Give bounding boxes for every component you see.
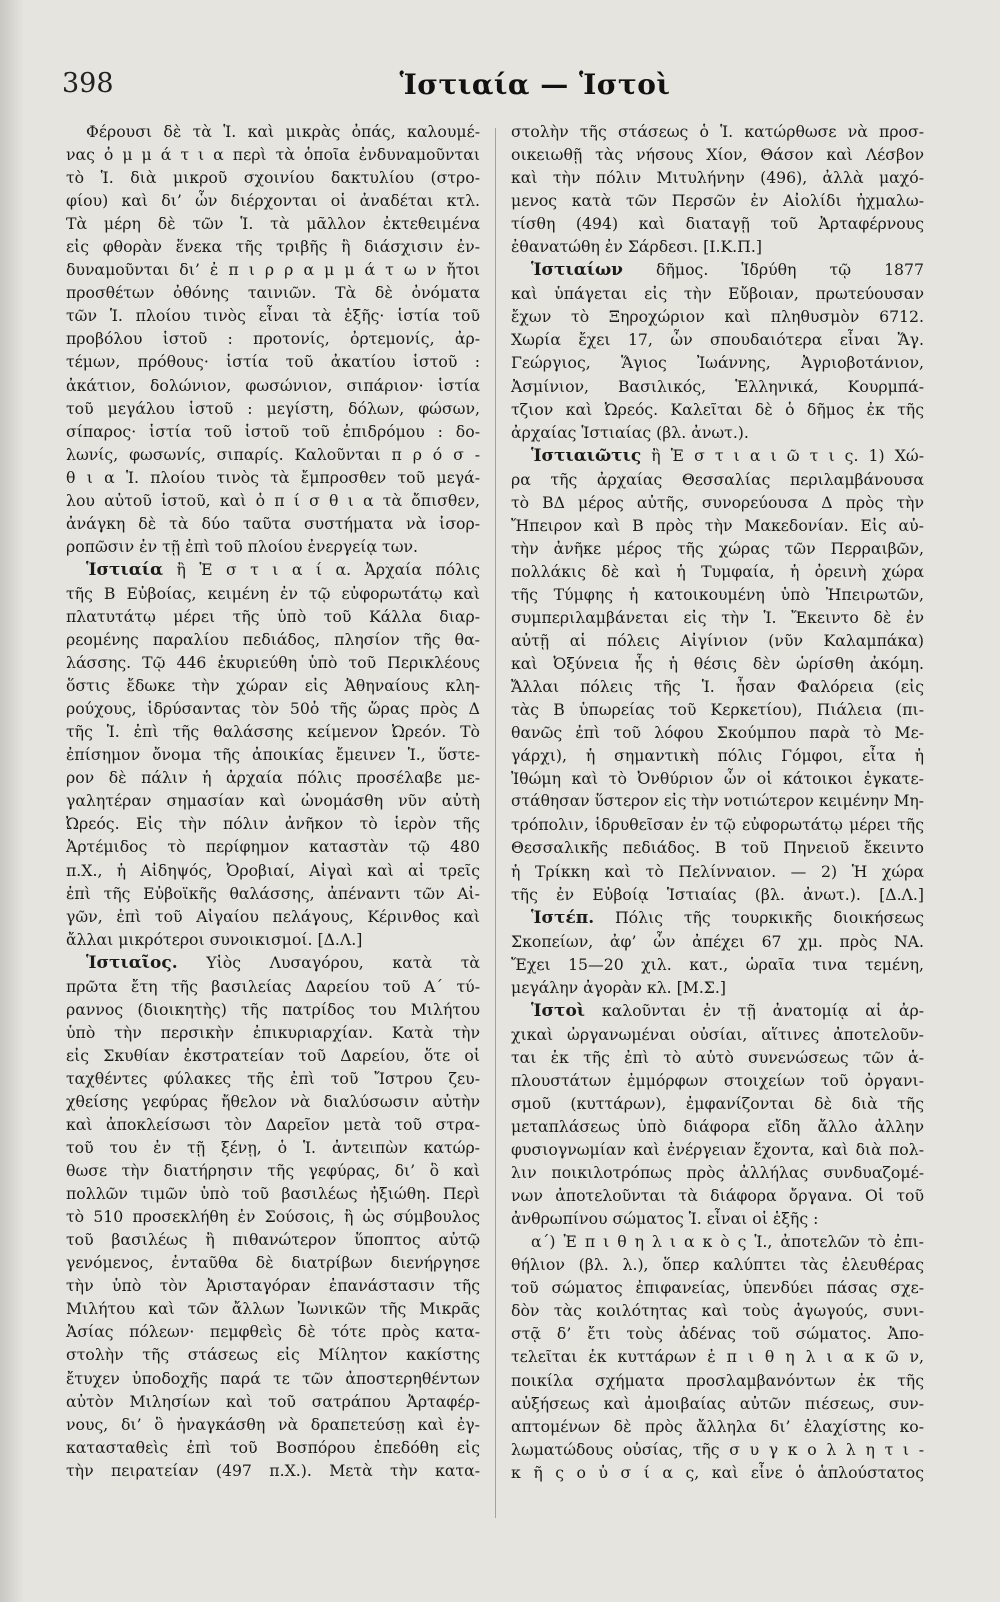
text-line: θήλιον (βλ. λ.), ὅπερ καλύπτει τὰς ἐλευθέρας: [511, 1255, 924, 1275]
text-line: λωματώδους οὐσίας, τῆς σ υ γ κ ο λ λ η τ ι -: [511, 1439, 924, 1459]
text-line: ρα τῆς ἀρχαίας Θεσσαλίας περιλαμβάνουσα: [511, 469, 924, 489]
text-line: Φέρουσι δὲ τὰ Ἱ. καὶ μικρὰς ὀπάς, καλουμέ-: [86, 122, 480, 141]
text-line: προβόλου ἱστοῦ : προτονίς, ὀρτεμονίς, ἀρ-: [66, 329, 480, 349]
text-line: στάθησαν ὕστερον εἰς τὴν νοτιώτερον κειμένην Μη-: [511, 792, 924, 811]
text-line: πολλάκις δὲ καὶ ἡ Τυμφαία, ἡ ὀρεινὴ χώρα: [511, 561, 924, 581]
text-line: τῆς Τύμφης ἡ κατοικουμένη ὑπὸ Ἠπειρωτῶν,: [511, 584, 924, 604]
text-line: ἀνάγκη δὲ τὰ δύο ταῦτα συστήματα νὰ ἰσορ-: [66, 513, 480, 533]
text-line: Τὰ μέρη δὲ τῶν Ἱ. τὰ μᾶλλον ἐκτεθειμένα: [66, 214, 480, 234]
left-column: [66, 120, 480, 1482]
text-line: αὐξήσεως καὶ ἀμοιβαίας αὐτῶν πιέσεως, συν-: [511, 1393, 924, 1413]
text-line: δὸν τὰς κοιλότητας καὶ τοὺς ἀγωγούς, συνι-: [511, 1301, 924, 1321]
text-line: πλατυτάτῳ μέρει τῆς ὑπὸ τοῦ Κάλλα διαρ-: [66, 606, 480, 626]
text-line: ἀρχαίας Ἱστιαίας (βλ. ἀνωτ.).: [511, 422, 749, 442]
text-line: θωσε τὴν διατήρησιν τῆς γεφύρας, δι’ ὃ καὶ: [66, 1161, 480, 1181]
text-line: Χωρία ἔχει 17, ὧν σπουδαιότερα εἶναι Ἅγ.: [511, 330, 924, 350]
text-line: στᾷ δ’ ἔτι τοὺς ἀδένας τοῦ σώματος. Ἀπο-: [511, 1324, 924, 1344]
text-line: Γεώργιος, Ἅγιος Ἰωάννης, Ἀγριοβοτάνιον,: [511, 353, 924, 373]
text-line: ἐπὶ τῆς Εὐβοϊκῆς θαλάσσης, ἀπέναντι τῶν Αἰ-: [66, 883, 480, 903]
text-line: Ἔχει 15—20 χιλ. κατ., ὡραῖα τινα τεμένη,: [511, 954, 924, 974]
text-line: ὅστις ἔδωκε τὴν χώραν εἰς Ἀθηναίους κλη-: [66, 676, 480, 696]
text-line: οικειωθῇ τὰς νήσους Χίον, Θάσον καὶ Λέσβον: [511, 145, 924, 165]
text-line: λωνίς, φωσωνίς, σιπαρίς. Καλοῦνται π ρ ό σ -: [66, 444, 480, 464]
text-line: Ἤπειρον καὶ Β πρὸς τὴν Μακεδονίαν. Εἰς αὐ-: [511, 515, 924, 535]
text-line: ἔχων τὸ Ξηροχώριον καὶ πληθυσμὸν 6712.: [511, 307, 924, 327]
text-line: ται ἐκ τῆς ἐπὶ τὸ αὐτὸ συνενώσεως τῶν ἁ-: [511, 1047, 924, 1067]
text-line: καὶ τὴν πόλιν Μιτυλήνην (496), ἀλλὰ μαχό-: [511, 168, 924, 188]
text-line: θανῶς ἐπὶ τοῦ λόφου Σκούμπου παρὰ τὸ Με-: [511, 723, 924, 743]
text-line: στολὴν τῆς στάσεως ὁ Ἱ. κατώρθωσε νὰ προσ-: [511, 122, 924, 141]
text-line: Ἱστιαία ἢ Ἑ σ τ ι α ί α. Ἀρχαία πόλις: [86, 559, 480, 580]
text-line: κατασταθεὶς ἐπὶ τοῦ Βοσπόρου ἐπεδόθη εἰς: [66, 1437, 480, 1457]
text-line: φυσιογνωμίαν καὶ ἐνέργειαν ἔχοντα, καὶ διὰ πολ-: [511, 1140, 924, 1160]
text-line: καὶ ὑπάγεται εἰς τὴν Εὔβοιαν, πρωτεύουσαν: [511, 284, 924, 304]
text-line: τίσθη (494) καὶ διαταγῇ τοῦ Ἀρταφέρνους: [511, 214, 924, 234]
text-line: φίου) καὶ δι’ ὧν διέρχονται οἱ ἀναδέται κτλ.: [66, 191, 480, 211]
text-line: εἰς Σκυθίαν ἐκστρατείαν τοῦ Δαρείου, ὅτε οἱ: [66, 1045, 480, 1065]
text-line: προσθέτων ὀθόνης ταινιῶν. Τὰ δὲ ὀνόματα: [66, 283, 480, 303]
text-line: χθείσης γεφύρας ἤθελον νὰ διαλύσωσιν αὐτὴν: [66, 1091, 480, 1111]
text-line: ταχθέντες φύλακες τῆς ἐπὶ τοῦ Ἴστρου ζευ-: [66, 1068, 480, 1088]
text-line: ροπῶσιν ἐν τῇ ἐπὶ τοῦ πλοίου ἐνεργείᾳ των.: [66, 536, 419, 556]
text-line: τὴν ὑπὸ τὸν Ἀρισταγόραν ἐπανάστασιν τῆς: [66, 1276, 480, 1296]
text-line: Σκοπείων, ἀφ’ ὧν ἀπέχει 67 χμ. πρὸς ΝΑ.: [511, 931, 924, 951]
text-line: τὴν ἀνῆκε μέρος τῆς χώρας τῶν Περραιβῶν,: [511, 538, 924, 558]
text-line: κ ῆ ς ο ὐ σ ί α ς, καὶ εἶνε ὁ ἁπλούστατος: [511, 1462, 924, 1482]
text-line: τῆς Β Εὐβοίας, κειμένη ἐν τῷ εὐφορωτάτῳ καὶ: [66, 583, 480, 603]
text-line: ρούχους, ἱδρύσαντας τὸν 50ὁ τῆς ὥρας πρὸς Δ: [66, 699, 480, 719]
text-line: ἐθανατώθη ἐν Σάρδεσι. [Ι.Κ.Π.]: [511, 237, 762, 257]
text-line: Ἀσμίνιον, Βασιλικός, Ἑλληνικά, Κουρμπά-: [511, 376, 924, 396]
text-line: τὸ Ἱ. διὰ μικροῦ σχοινίου δακτυλίου (στρο-: [66, 168, 480, 188]
text-line: νας ὀ μ μ ά τ ι α περὶ τὰ ὁποῖα ἐνδυναμοῦνται: [66, 145, 480, 165]
text-line: τοῦ βασιλέως ἢ πιθανώτερον ὕποπτος αὐτῷ: [66, 1230, 480, 1250]
entry-headword: Ἱστοὶ: [531, 1000, 586, 1021]
text-line: πλουστάτων ἐμμόρφων στοιχείων τοῦ ὀργανι-: [511, 1070, 924, 1090]
text-line: ὑπὸ τὴν περσικὴν ἐπικυριαρχίαν. Κατὰ τὴν: [66, 1022, 480, 1042]
text-line: μεγάλην ἀγορὰν κλ. [Μ.Σ.]: [511, 977, 726, 997]
text-line: αὐτῇ αἱ πόλεις Αἰγίνιον (νῦν Καλαμπάκα): [511, 631, 924, 651]
page-number: 398: [62, 68, 114, 99]
text-line: ἡ Τρίκκη καὶ τὸ Πελίνναιον. — 2) Ἡ χώρα: [511, 861, 924, 881]
text-line: τὴν πειρατείαν (497 π.Χ.). Μετὰ τὴν κατα-: [66, 1460, 480, 1480]
text-line: Ἰθώμη καὶ τὸ Ὀνθύριον ὧν οἱ κάτοικοι ἐγκατε-: [511, 769, 924, 789]
text-line: νων ἀποτελοῦνται τὰ διάφορα ὄργανα. Οἱ τοῦ: [511, 1186, 924, 1206]
text-line: ποικίλα σχήματα προσλαμβανόντων ἐκ τῆς: [511, 1370, 924, 1390]
text-line: ρον δὲ πάλιν ἡ ἀρχαία πόλις προσέλαβε με-: [66, 768, 480, 788]
text-line: Ἱστιαιῶτις ἢ Ἑ σ τ ι α ι ῶ τ ι ς. 1) Χώ-: [531, 445, 924, 466]
text-line: σμοῦ (κυττάρων), ἐμφανίζονται δὲ διὰ τῆς: [511, 1093, 924, 1113]
text-line: ἀκάτιον, δολώνιον, φωσώνιον, σιπάριον· ἱστία: [66, 375, 480, 395]
page-gutter-shadow: [0, 0, 24, 1602]
text-line: νους, δι’ ὃ ἠναγκάσθη νὰ δραπετεύσῃ καὶ ἐγ-: [66, 1414, 480, 1434]
text-line: στολὴν τῆς στάσεως εἰς Μίλητον κακίστης: [66, 1345, 480, 1365]
text-line: γενόμενος, ἐνταῦθα δὲ διατρίβων διενήργησε: [66, 1253, 480, 1273]
text-line: λου αὐτοῦ ἱστοῦ, καὶ ὀ π ί σ θ ι α τὰ ὄπισθεν,: [66, 490, 480, 510]
text-line: γαλητέραν σημασίαν καὶ ὠνομάσθη νῦν αὐτὴ: [66, 791, 480, 811]
text-line: αὐτὸν Μιλησίων καὶ τοῦ σατράπου Ἀρταφέρ-: [66, 1391, 480, 1411]
text-line: καὶ ἀποκλείσωσι τὸν Δαρεῖον μετὰ τοῦ στρα-: [66, 1115, 480, 1135]
text-line: ἐπίσημον ὄνομα τῆς ἀποικίας ἔμεινεν Ἱ., ὕστε-: [66, 745, 480, 765]
text-line: ραννος (διοικητὴς) τῆς πατρίδος του Μιλήτου: [66, 999, 480, 1019]
text-line: καὶ Ὀξύνεια ἧς ἡ θέσις δὲν ὡρίσθη ἀκόμη.: [511, 654, 924, 674]
text-line: Μιλήτου καὶ τῶν ἄλλων Ἰωνικῶν τῆς Μικρᾶς: [66, 1299, 480, 1319]
text-line: μεταπλάσεως ὑπὸ διάφορα εἴδη ἄλλο ἀλλην: [511, 1117, 924, 1137]
text-line: τὸ 510 προσεκλήθη ἐν Σούσοις, ἢ ὡς σύμβουλος: [66, 1207, 480, 1227]
text-line: Ἀσίας πόλεων· πεμφθεὶς δὲ τότε πρὸς κατα-: [66, 1322, 480, 1342]
entry-headword: Ἱστέπ.: [531, 907, 595, 928]
text-line: Ἀρτέμιδος τὸ περίφημον καταστὰν τῷ 480: [66, 837, 480, 857]
entry-headword: Ἱστιαιῶτις: [531, 445, 642, 466]
text-line: Ἱστοὶ καλοῦνται ἐν τῇ ἀνατομίᾳ αἱ ἀρ-: [531, 1000, 924, 1021]
text-line: πολλῶν τιμῶν ὑπὸ τοῦ βασιλέως ἠξιώθη. Περὶ: [66, 1184, 480, 1204]
running-head: Ἱστιαία — Ἱστοὶ: [399, 68, 671, 101]
text-line: τὸ ΒΔ μέρος αὐτῆς, συνορεύουσα Δ πρὸς τὴν: [511, 492, 924, 512]
text-line: απτομένων δὲ πρὸς ἄλληλα δι’ ἐλαχίστης κο-: [511, 1416, 924, 1436]
text-line: πρῶτα ἔτη τῆς βασιλείας Δαρείου τοῦ Α΄ τύ-: [66, 976, 480, 996]
text-line: ἀνθρωπίνου σώματος Ἱ. εἶναι οἱ ἑξῆς :: [511, 1209, 819, 1229]
right-column: [511, 120, 924, 1484]
text-line: ἔτυχεν ὑποδοχῆς παρά τε τῶν ἀποστερηθέντων: [66, 1368, 480, 1388]
text-line: τελεῖται ἐκ κυττάρων ἐ π ι θ η λ ι α κ ῶ ν,: [511, 1347, 924, 1367]
text-line: γῶν, ἐπὶ τοῦ Αἰγαίου πελάγους, Κέρινθος καὶ: [66, 906, 480, 926]
text-line: δυναμοῦνται δι’ ἐ π ι ρ ρ α μ μ ά τ ω ν ἤτοι: [66, 260, 480, 280]
text-line: τζιον καὶ Ὠρεός. Καλεῖται δὲ ὁ δῆμος ἐκ τῆς: [511, 399, 924, 419]
text-line: εἰς φθορὰν ἕνεκα τῆς τριβῆς ἢ διάσχισιν ἐν-: [66, 237, 480, 257]
text-line: Ἱστιαίων δῆμος. Ἱδρύθη τῷ 1877: [531, 260, 924, 281]
text-line: Θεσσαλικῆς πεδιάδος. Β τοῦ Πηνειοῦ ἔκειντο: [511, 838, 924, 858]
entry-headword: Ἱστιαίων: [531, 260, 623, 281]
text-line: γάρχι), ἡ σημαντικὴ πόλις Γόμφοι, εἶτα ἡ: [511, 746, 924, 766]
text-line: μενος κατὰ τῶν Περσῶν ἐν Αἰολίδι ἠχμαλω-: [511, 191, 924, 211]
text-line: Ἱστιαῖος. Υἱὸς Λυσαγόρου, κατὰ τὰ: [86, 952, 480, 973]
text-line: λιν ποικιλοτρόπως πρὸς ἀλλήλας συνδυαζομέ-: [511, 1163, 924, 1183]
text-line: α΄) Ἐ π ι θ η λ ι α κ ὸ ς Ἱ., ἀποτελῶν τὸ ἐπι-: [531, 1232, 924, 1252]
text-line: Ἱστέπ. Πόλις τῆς τουρκικῆς διοικήσεως: [531, 907, 924, 928]
text-line: τῆς Ἱ. ἐπὶ τῆς θαλάσσης κείμενον Ὠρεόν. Τὸ: [66, 722, 480, 742]
text-line: ἄλλαι μικρότεροι συνοικισμοί. [Δ.Λ.]: [66, 929, 363, 949]
column-divider: [495, 128, 496, 1518]
text-line: χικαὶ ὠργανωμέναι οὐσίαι, αἵτινες ἀποτελοῦν-: [511, 1024, 924, 1044]
text-line: τῆς ἐν Εὐβοίᾳ Ἱστιαίας (βλ. ἀνωτ.). [Δ.Λ.]: [511, 884, 924, 904]
text-line: π.Χ., ἡ Αἰδηψός, Ὀροβιαί, Αἰγαὶ καὶ αἱ τρεῖς: [66, 860, 480, 880]
text-line: τρόπολιν, ἱδρυθεῖσαν ἐν τῷ εὐφορωτάτῳ μέρει τῆς: [511, 815, 924, 835]
text-line: τὰς Β ὑπωρείας τοῦ Κερκετίου), Πιάλεια (πι-: [511, 700, 924, 720]
text-line: τοῦ σώματος ἐπιφανείας, ὑπενδύει πάσας σχε-: [511, 1278, 924, 1298]
text-line: τέμων, πρόθους· ἱστία τοῦ ἀκατίου ἱστοῦ :: [66, 352, 480, 372]
text-line: Ὠρεός. Εἰς τὴν πόλιν ἀνῆκον τὸ ἱερὸν τῆς: [66, 814, 480, 834]
text-line: θ ι α Ἱ. πλοίου τινὸς τὰ ἔμπροσθεν τοῦ μεγά-: [66, 467, 480, 487]
text-line: σίπαρος· ἱστία τοῦ ἱστοῦ τοῦ ἐπιδρόμου : δο-: [66, 421, 480, 441]
text-line: ρεομένης παραλίου πεδιάδος, πλησίον τῆς θα-: [66, 630, 480, 650]
text-line: τοῦ του ἐν τῇ ξένῃ, ὁ Ἱ. ἀντειπὼν κατώρ-: [66, 1138, 480, 1158]
text-line: λάσσης. Τῷ 446 ἐκυριεύθη ὑπὸ τοῦ Περικλέους: [66, 653, 480, 673]
text-line: τῶν Ἱ. πλοίου τινὸς εἶναι τὰ ἑξῆς· ἱστία τοῦ: [66, 306, 480, 326]
text-line: τοῦ μεγάλου ἱστοῦ : μεγίστη, δόλων, φώσων,: [66, 398, 480, 418]
text-line: Ἄλλαι πόλεις τῆς Ἱ. ἦσαν Φαλόρεια (εἰς: [511, 677, 924, 697]
entry-headword: Ἱστιαῖος.: [86, 952, 178, 973]
text-line: συμπεριλαμβάνεται εἰς τὴν Ἱ. Ἔκειντο δὲ ἐν: [511, 607, 924, 627]
entry-headword: Ἱστιαία: [86, 559, 164, 580]
